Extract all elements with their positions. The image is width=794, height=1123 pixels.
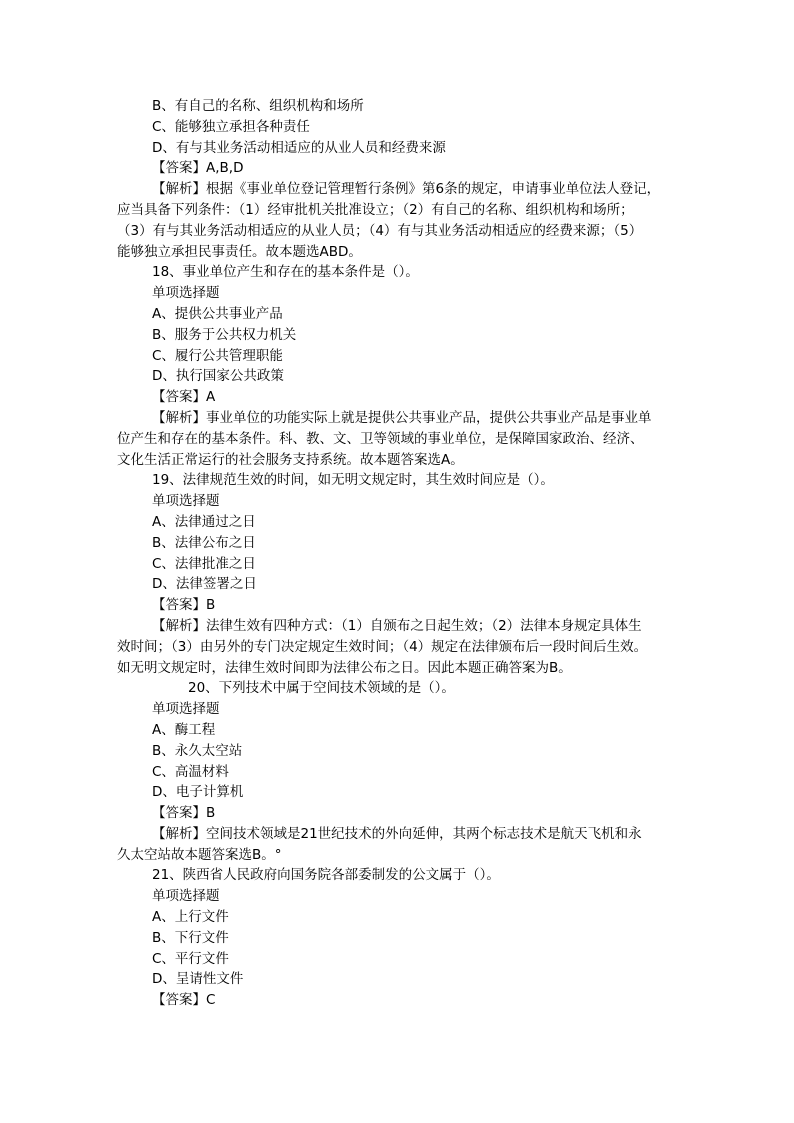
option-line: B、永久太空站 [152,742,243,759]
answer-line: 【答案】C [152,992,216,1009]
option-line: A、法律通过之日 [152,513,256,530]
analysis-line: 【解析】根据《事业单位登记管理暂行条例》第6条的规定，申请事业单位法人登记， [152,181,661,198]
option-line: D、呈请性文件 [152,971,244,988]
question-line: 19、法律规范生效的时间，如无明文规定时，其生效时间应是（）。 [152,472,554,489]
question-line: 20、下列技术中属于空间技术领域的是（）。 [188,680,455,697]
option-line: D、电子计算机 [152,784,244,801]
option-line: B、有自己的名称、组织机构和场所 [152,98,364,114]
question-type: 单项选择题 [152,888,220,905]
analysis-line: 久太空站故本题答案选B。° [117,846,282,863]
question-type: 单项选择题 [152,493,220,510]
answer-line: 【答案】B [152,597,216,614]
option-line: B、下行文件 [152,929,229,946]
analysis-line: （3）有与其业务活动相适应的从业人员；（4）有与其业务活动相适应的经费来源；（5） [117,222,643,239]
option-line: A、提供公共事业产品 [152,305,283,322]
answer-line: 【答案】A,B,D [152,160,244,177]
option-line: A、酶工程 [152,721,216,738]
question-type: 单项选择题 [152,285,220,302]
analysis-line: 文化生活正常运行的社会服务支持系统。故本题答案选A。 [117,451,464,468]
analysis-line: 效时间；（3）由另外的专门决定规定生效时间；（4）规定在法律颁布后一段时间后生效。 [117,638,648,655]
question-type: 单项选择题 [152,701,220,718]
analysis-line: 【解析】空间技术领域是21世纪技术的外向延伸，其两个标志技术是航天飞机和永 [152,825,642,842]
analysis-line: 位产生和存在的基本条件。科、教、文、卫等领域的事业单位，是保障国家政治、经济、 [117,430,644,447]
question-line: 18、事业单位产生和存在的基本条件是（）。 [152,264,419,281]
option-line: C、履行公共管理职能 [152,347,283,364]
option-line: D、有与其业务活动相适应的从业人员和经费来源 [152,139,446,156]
answer-line: 【答案】B [152,805,216,822]
analysis-line: 能够独立承担民事责任。故本题选ABD。 [117,243,362,260]
answer-line: 【答案】A [152,389,216,406]
option-line: C、高温材料 [152,763,229,780]
analysis-line: 应当具备下列条件：（1）经审批机关批准设立；（2）有自己的名称、组织机构和场所； [117,201,634,218]
option-line: C、法律批准之日 [152,555,256,572]
option-line: B、服务于公共权力机关 [152,326,297,343]
question-line: 21、陕西省人民政府向国务院各部委制发的公文属于（）。 [152,867,500,884]
option-line: D、执行国家公共政策 [152,368,284,385]
document-body [0,96,794,1011]
option-line: C、平行文件 [152,950,229,967]
analysis-line: 【解析】法律生效有四种方式：（1）自颁布之日起生效；（2）法律本身规定具体生 [152,617,642,634]
analysis-line: 【解析】事业单位的功能实际上就是提供公共事业产品，提供公共事业产品是事业单 [152,409,652,426]
option-line: D、法律签署之日 [152,576,257,593]
option-line: B、法律公布之日 [152,534,256,551]
option-line: C、能够独立承担各种责任 [152,118,310,135]
option-line: A、上行文件 [152,909,229,926]
analysis-line: 如无明文规定时，法律生效时间即为法律公布之日。因此本题正确答案为B。 [117,659,572,676]
